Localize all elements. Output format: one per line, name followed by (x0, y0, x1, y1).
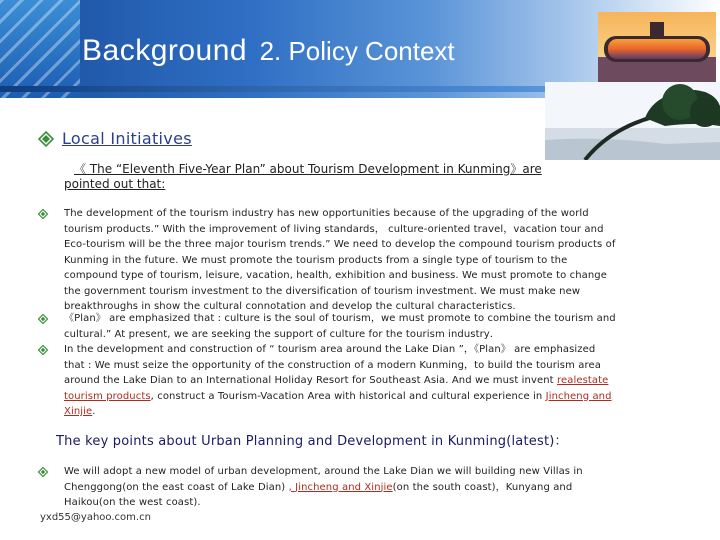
paragraph-line: the government tourism investment to the diversification of tourism investment. We must make new (64, 285, 581, 297)
header-decoration (0, 0, 80, 98)
jincheng-link[interactable]: Jincheng and (545, 390, 612, 402)
paragraph-text: (on the south coast)，Kunyang and (392, 481, 573, 493)
bullet-paragraph-1 (64, 206, 668, 315)
paragraph-text: around the Lake Dian to an International Holiday Resort for Southeast Asia. And we must invent (64, 375, 557, 386)
paragraph-line: Haikou(on the west coast). (64, 497, 201, 508)
diamond-bullet-icon (38, 314, 48, 324)
paragraph-line: We will adopt a new model of urban development, around the Lake Dian we will building new Villas in (64, 466, 583, 477)
paragraph-line: Eco-tourism will be the three major tourism trends.” We need to develop the compound tourism products of (64, 239, 616, 250)
intro-line: 《 The “Eleventh Five-Year Plan” about Tourism Development in Kunming》are (74, 162, 542, 176)
paragraph-text: . (92, 406, 96, 417)
bullet-paragraph-2 (64, 311, 668, 342)
rearview-mirror-image (598, 12, 716, 82)
bullet-paragraph-3 (64, 342, 668, 420)
key-points-title: The key points about Urban Planning and Development in Kunming(latest)： (56, 434, 568, 449)
section-heading-label: Local Initiatives (62, 129, 192, 148)
paragraph-line: In the development and construction of “ tourism area around the Lake Dian ”，《Plan》 are emphasized (64, 344, 596, 355)
page-title (82, 34, 455, 74)
title-sub: 2. Policy Context (259, 36, 455, 66)
paragraph-text: Chenggong(on the east coast of Lake Dian) (64, 481, 289, 493)
key-points-paragraph (64, 464, 668, 511)
title-main: Background (82, 34, 248, 67)
diamond-bullet-icon (38, 345, 48, 355)
paragraph-line: cultural.” At present, we are seeking the support of culture for the tourism industry． (64, 328, 500, 340)
paragraph-line (64, 373, 668, 389)
paragraph-line: breakthroughs in show the cultural connotation and develop the cultural characteristics. (64, 301, 516, 312)
paragraph-line: tourism products.” With the improvement of living standards， culture-oriented travel，vacation tour and (64, 223, 604, 235)
diamond-bullet-icon (38, 131, 54, 147)
paragraph-line: compound type of tourism, leisure, vacation, health, exhibition and business. We must promote to change (64, 270, 608, 281)
tourism-products-link[interactable]: tourism products (64, 390, 151, 402)
paragraph-line: Kunming in the future. We must promote the tourism products from a single type of tourism to the (64, 254, 568, 266)
section-heading (38, 129, 192, 148)
paragraph-line (64, 480, 668, 496)
paragraph-line (64, 389, 668, 405)
lakeside-tree-image (545, 82, 720, 160)
paragraph-line: The development of the tourism industry has new opportunities because of the upgrading of the world (64, 208, 589, 219)
paragraph-text: , construct a Tourism-Vacation Area with historical and cultural experience in (150, 390, 546, 402)
diamond-bullet-icon (38, 467, 48, 477)
intro-text (64, 162, 664, 192)
jincheng-xinjie-link[interactable]: , Jincheng and Xinjie (288, 481, 393, 493)
footer-email: yxd55@yahoo.com.cn (40, 512, 151, 523)
paragraph-line: that : We must seize the opportunity of the construction of a modern Kunming，to build the tourism area (64, 359, 601, 371)
paragraph-line (64, 404, 668, 420)
intro-line: pointed out that: (64, 177, 166, 191)
xinjie-link[interactable]: Xinjie (64, 406, 93, 417)
diamond-bullet-icon (38, 209, 48, 219)
paragraph-line: 《Plan》 are emphasized that : culture is the soul of tourism，we must promote to combine the tourism and (64, 313, 616, 324)
realestate-link[interactable]: realestate (556, 375, 609, 386)
